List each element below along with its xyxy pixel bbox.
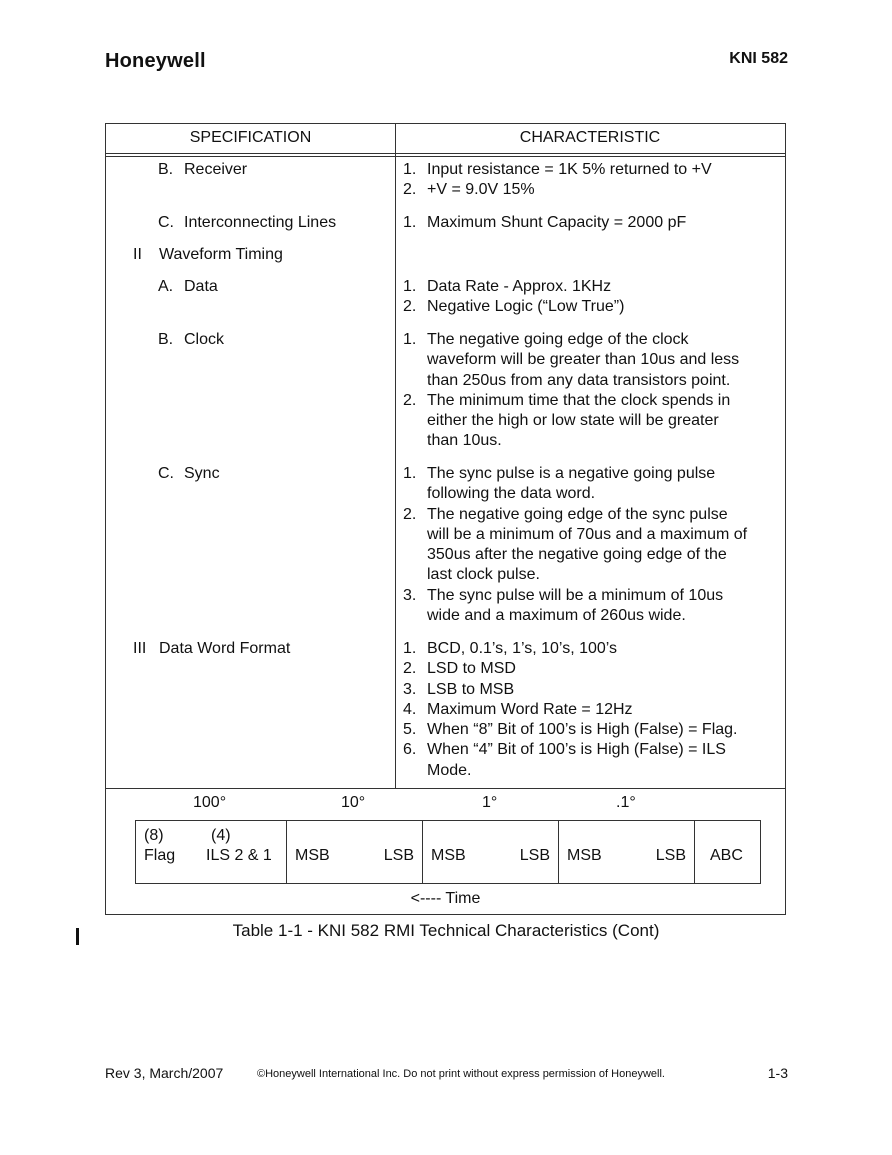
copyright-notice: ©Honeywell International Inc. Do not print without express permission of Honeywell. bbox=[257, 1068, 665, 1080]
msb-label: MSB bbox=[567, 847, 602, 864]
abc-label: ABC bbox=[710, 847, 743, 864]
list-item: 2. Negative Logic (“Low True”) bbox=[403, 298, 625, 316]
flag-label: Flag bbox=[144, 847, 176, 864]
list-item: 6. When “4” Bit of 100’s is High (False) = ILS Mode. bbox=[403, 741, 726, 779]
lsb-label: LSB bbox=[519, 847, 550, 864]
spec-waveform-timing: II Waveform Timing bbox=[133, 246, 283, 263]
ils-label: ILS 2 & 1 bbox=[206, 847, 272, 864]
list-item: 2. The negative going edge of the sync pulse will be a minimum of 70us and a maximum of 350us after the negative going edge of the last clock pulse. bbox=[403, 505, 748, 584]
char-clock bbox=[403, 330, 739, 452]
list-item: 1. Data Rate - Approx. 1KHz bbox=[403, 278, 612, 295]
list-item: 1. BCD, 0.1’s, 1’s, 10’s, 100’s bbox=[403, 640, 618, 657]
table-header bbox=[106, 124, 785, 153]
honeywell-logo: Honeywell bbox=[105, 50, 206, 72]
char-data-word-format bbox=[403, 639, 738, 781]
data-word-diagram bbox=[135, 820, 761, 884]
spec-data-word-format: III Data Word Format bbox=[133, 640, 291, 657]
char-interconnecting-lines bbox=[403, 213, 686, 233]
characteristics-table bbox=[105, 123, 786, 915]
list-item: 1. The sync pulse is a negative going pulse following the data word. bbox=[403, 465, 716, 503]
revision-label: Rev 3, March/2007 bbox=[105, 1065, 224, 1081]
time-arrow-label: <---- Time bbox=[410, 890, 481, 907]
list-item: 1. Maximum Shunt Capacity = 2000 pF bbox=[403, 214, 687, 231]
list-item: 2. +V = 9.0V 15% bbox=[403, 181, 535, 199]
lsb-label: LSB bbox=[383, 847, 414, 864]
list-item: 1. Input resistance = 1K 5% returned to +V bbox=[403, 161, 712, 178]
digit-label-point1: .1° bbox=[616, 794, 636, 811]
word-cell-1 bbox=[423, 821, 559, 883]
spec-data: A. Data bbox=[158, 278, 218, 295]
col-header-specification: SPECIFICATION bbox=[189, 129, 312, 146]
char-receiver bbox=[403, 160, 712, 201]
digit-label-1: 1° bbox=[482, 794, 498, 811]
word-cell-abc bbox=[695, 821, 760, 883]
list-item: 1. The negative going edge of the clock waveform will be greater than 10us and less than 250us from any data transistors point. bbox=[403, 331, 740, 389]
digit-label-10: 10° bbox=[341, 794, 366, 811]
msb-label: MSB bbox=[295, 847, 330, 864]
spec-clock: B. Clock bbox=[158, 331, 225, 348]
list-item: 3. The sync pulse will be a minimum of 10us wide and a maximum of 260us wide. bbox=[403, 586, 724, 625]
digit-label-100: 100° bbox=[193, 794, 227, 811]
char-sync bbox=[403, 464, 747, 626]
char-data bbox=[403, 277, 624, 318]
word-cell-10 bbox=[287, 821, 423, 883]
col-header-characteristic: CHARACTERISTIC bbox=[519, 129, 661, 146]
list-item: 2. The minimum time that the clock spends in either the high or low state will be greater than 10us. bbox=[403, 391, 731, 450]
table-caption: Table 1-1 - KNI 582 RMI Technical Characteristics (Cont) bbox=[232, 921, 660, 940]
ils-bit-label: (4) bbox=[211, 827, 231, 844]
list-item: 5. When “8” Bit of 100’s is High (False) = Flag. bbox=[403, 721, 738, 739]
column-divider bbox=[395, 124, 396, 789]
msb-label: MSB bbox=[431, 847, 466, 864]
model-number: KNI 582 bbox=[729, 50, 788, 67]
spec-interconnecting-lines: C. Interconnecting Lines bbox=[158, 214, 337, 231]
list-item: 4. Maximum Word Rate = 12Hz bbox=[403, 700, 633, 718]
page-number: 1-3 bbox=[767, 1065, 788, 1081]
spec-receiver: B. Receiver bbox=[158, 161, 248, 178]
lsb-label: LSB bbox=[655, 847, 686, 864]
list-item: 2. LSD to MSD bbox=[403, 660, 516, 678]
flag-bit-label: (8) bbox=[144, 827, 164, 844]
list-item: 3. LSB to MSB bbox=[403, 680, 515, 698]
word-cell-100 bbox=[136, 821, 287, 883]
section-divider bbox=[106, 788, 785, 789]
spec-sync: C. Sync bbox=[158, 465, 220, 482]
word-cell-point1 bbox=[559, 821, 695, 883]
header-divider bbox=[106, 156, 785, 157]
header-divider bbox=[106, 153, 785, 154]
